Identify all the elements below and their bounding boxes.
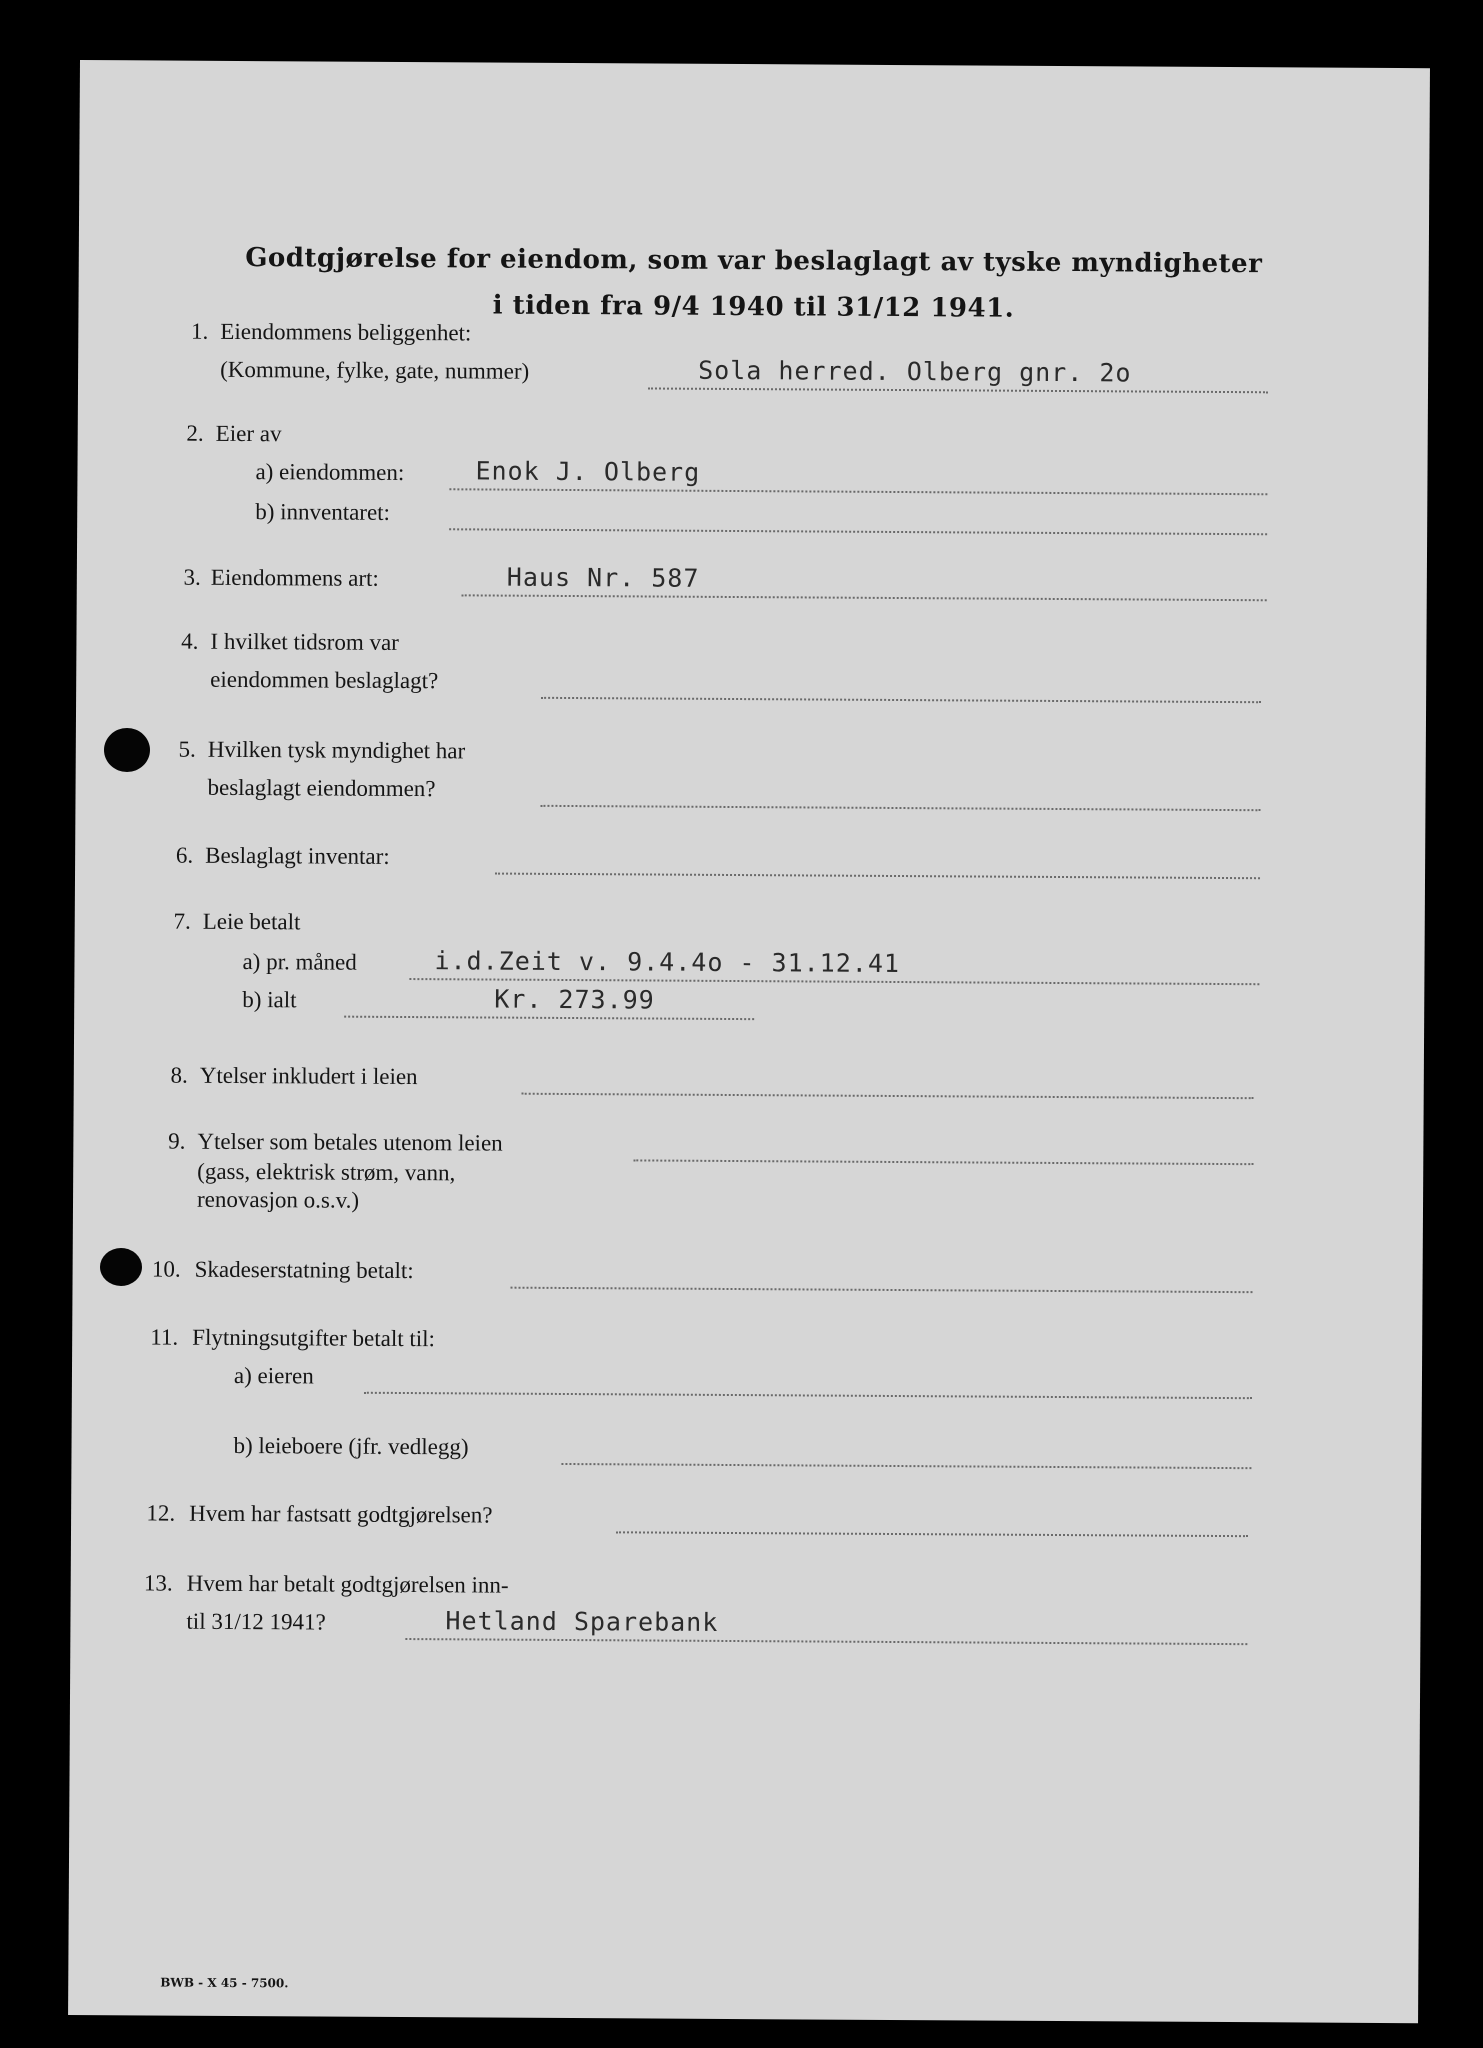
item-8-number: 8. — [170, 1062, 188, 1088]
item-4-answer-line — [541, 669, 1261, 703]
item-6-answer-line — [495, 845, 1260, 880]
item-11b-label: b) leieboere (jfr. vedlegg) — [233, 1432, 469, 1460]
form-title-line-1: Godtgjørelse for eiendom, som var beslaglagt av tyske myndigheter — [245, 243, 1263, 280]
item-10-number: 10. — [151, 1256, 181, 1282]
item-13-label: Hvem har betalt godtgjørelsen inn- — [186, 1570, 509, 1598]
item-7-label: Leie betalt — [202, 908, 301, 935]
item-2a-answer: Enok J. Olberg — [475, 456, 701, 487]
item-7a-label: a) pr. måned — [242, 949, 357, 975]
item-7b-answer: Kr. 273.99 — [494, 984, 655, 1015]
item-1-label: Eiendommens beliggenhet: — [220, 318, 472, 346]
item-2a-label: a) eiendommen: — [255, 459, 405, 485]
item-10-label: Skadeserstatning betalt: — [194, 1256, 414, 1284]
item-4-label: I hvilket tidsrom var — [210, 628, 399, 655]
item-5-sub — [75, 774, 1425, 822]
punch-hole-lower — [100, 1248, 142, 1286]
item-13-number: 13. — [143, 1570, 173, 1596]
item-6-number: 6. — [175, 842, 194, 868]
item-3 — [77, 564, 1427, 612]
item-4-sublabel: eiendommen beslaglagt? — [210, 666, 439, 694]
form-print-code: BWB - X 45 - 7500. — [160, 1975, 289, 1991]
item-5-label: Hvilken tysk myndighet har — [207, 736, 466, 764]
item-12 — [71, 1500, 1421, 1548]
item-7a-answer: i.d.Zeit v. 9.4.4o - 31.12.41 — [434, 946, 901, 979]
item-9-sub-2 — [73, 1186, 1423, 1234]
item-9-sublabel-2: renovasjon o.s.v.) — [196, 1186, 360, 1213]
item-3-label: Eiendommens art: — [210, 564, 379, 591]
form-title-line-2: i tiden fra 9/4 1940 til 31/12 1941. — [492, 290, 1015, 324]
item-13-answer: Hetland Sparebank — [445, 1606, 719, 1637]
item-9-number: 9. — [168, 1128, 186, 1154]
item-1-number: 1. — [191, 318, 209, 344]
item-7b-label: b) ialt — [242, 987, 297, 1013]
item-12-label: Hvem har fastsatt godtgjørelsen? — [189, 1500, 493, 1528]
item-8 — [74, 1062, 1424, 1110]
item-1-sub — [78, 356, 1428, 404]
item-11b — [71, 1432, 1421, 1480]
item-4-sub — [76, 666, 1426, 714]
item-11a-answer-line — [364, 1364, 1252, 1399]
item-10-answer-line — [511, 1259, 1253, 1294]
item-12-answer-line — [616, 1503, 1248, 1537]
item-12-number: 12. — [146, 1500, 176, 1526]
item-13-sublabel: til 31/12 1941? — [186, 1608, 326, 1635]
item-9-sublabel-1: (gass, elektrisk strøm, vann, — [197, 1158, 456, 1186]
item-11a — [72, 1362, 1422, 1410]
item-9-answer-line — [633, 1131, 1253, 1165]
item-11a-label: a) eieren — [233, 1362, 314, 1389]
item-7b — [74, 986, 1424, 1034]
punch-hole-upper — [104, 728, 150, 772]
item-11b-answer-line — [561, 1435, 1251, 1469]
item-5-number: 5. — [178, 736, 196, 762]
item-1-answer: Sola herred. Olberg gnr. 2o — [698, 355, 1132, 388]
item-2-number: 2. — [186, 420, 204, 446]
item-8-label: Ytelser inkludert i leien — [199, 1062, 418, 1090]
item-3-answer: Haus Nr. 587 — [506, 562, 700, 593]
item-9-label: Ytelser som betales utenom leien — [197, 1128, 503, 1156]
item-2b — [77, 498, 1427, 546]
item-8-answer-line — [522, 1065, 1254, 1099]
item-5-sublabel: beslaglagt eiendommen? — [207, 774, 436, 802]
form-sheet — [68, 60, 1430, 2023]
item-11-label: Flytningsutgifter betalt til: — [192, 1324, 436, 1352]
item-7-number: 7. — [173, 908, 191, 934]
item-10 — [72, 1256, 1422, 1304]
item-6 — [75, 842, 1425, 890]
item-2b-answer-line — [449, 500, 1267, 535]
item-6-label: Beslaglagt inventar: — [205, 842, 390, 869]
item-1-sublabel: (Kommune, fylke, gate, nummer) — [220, 356, 530, 384]
item-2-label: Eier av — [215, 420, 282, 447]
item-11-number: 11. — [150, 1324, 179, 1350]
item-2b-label: b) innventaret: — [255, 499, 391, 525]
item-5-answer-line — [540, 777, 1260, 811]
item-3-number: 3. — [183, 564, 201, 590]
item-13-sub — [70, 1608, 1420, 1656]
item-4-number: 4. — [181, 628, 199, 654]
